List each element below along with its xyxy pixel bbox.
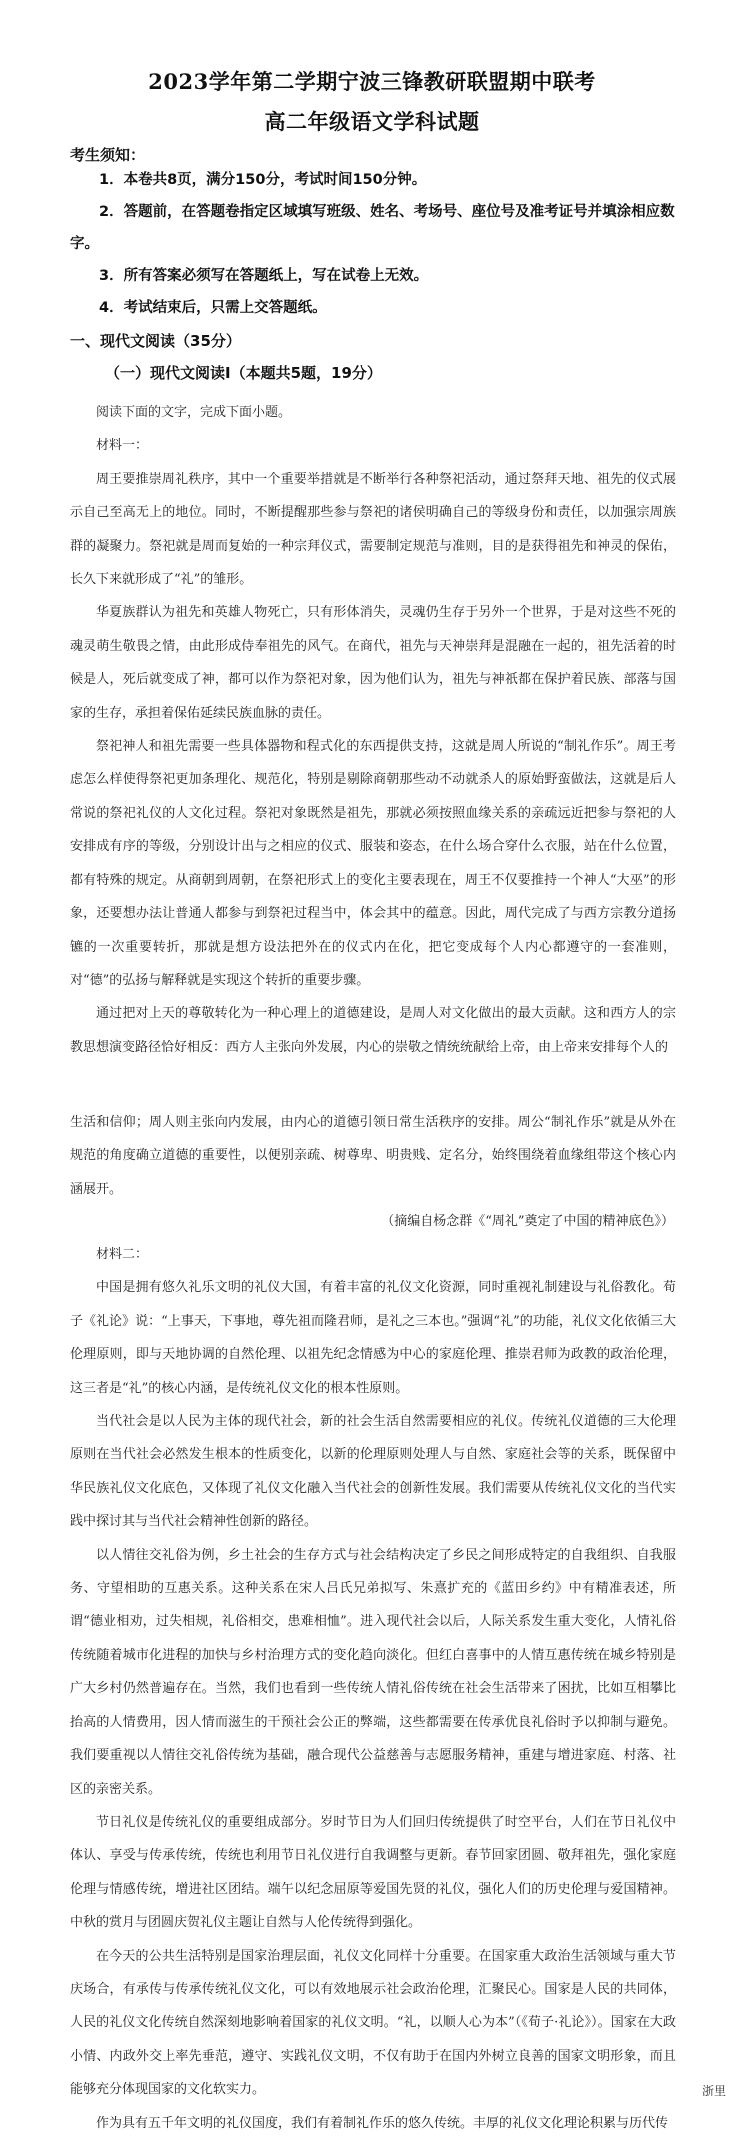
instruction: 阅读下面的文字，完成下面小题。	[96, 405, 292, 420]
material-two-block	[70, 1238, 676, 2140]
exam-subtitle: 高二年级语文学科试题	[264, 109, 480, 134]
notice-item-4: 4．考试结束后，只需上交答题纸。	[99, 300, 327, 316]
section-heading: 一、现代文阅读（35分）	[70, 332, 241, 350]
notice-label: 考生须知：	[70, 146, 146, 164]
material-two-paragraph: 节日礼仪是传统礼仪的重要组成部分。岁时节日为人们回归传统提供了时空平台，人们在节日礼仪中体认、享受与传承传统，传统也利用节日礼仪进行自我调整与更新。春节回家团圆、敬拜祖先，强化家庭伦理与情感传统，增进社区团结。端午以纪念屈原等爱国先贤的礼仪，强化人们的历史伦理与爱国精神。中秋的赏月与团圆庆贺礼仪主题让自然与人伦传统得到强化。	[70, 1814, 676, 1931]
material-one-label: 材料一：	[96, 438, 149, 454]
material-one-paragraph: 生活和信仰；周人则主张向内发展，由内心的道德引领日常生活秩序的安排。周公“制礼作乐”就是从外在规范的角度确立道德的重要性，以便别亲疏、树尊卑、明贵贱、定名分，始终围绕着血缘组带这个核心内涵展开。	[70, 1115, 676, 1197]
material-one-paragraph: 祭祀神人和祖先需要一些具体器物和程式化的东西提供支持，这就是周人所说的“制礼作乐”。周王考虑怎么样使得祭祀更加条理化、规范化，特别是剔除商朝那些动不动就杀人的原始野蛮做法，这就是后人常说的祭祀礼仪的人文化过程。祭祀对象既然是祖先，那就必须按照血缘关系的亲疏远近把参与祭祀的人安排成有序的等级，分别设计出与之相应的仪式、服装和姿态，在什么场合穿什么衣服，站在什么位置，都有特殊的规定。从商朝到周朝，在祭祀形式上的变化主要表现在，周王不仅要推持一个神人“大巫”的形象，还要想办法让普通人都参与到祭祀过程当中，体会其中的蕴意。因此，周代完成了与西方宗教分道扬镳的一次重要转折，那就是想方设法把外在的仪式内在化，把它变成每个人内心都遵守的一套准则，对“德”的弘扬与解释就是实现这个转折的重要步骤。	[70, 739, 676, 988]
material-one-source: （摘编自杨念群《“周礼”奠定了中国的精神底色》）	[381, 1214, 674, 1229]
material-one-continued	[70, 1106, 676, 1206]
notice-item-1: 1．本卷共8页，满分150分，考试时间150分钟。	[99, 172, 427, 188]
footer-watermark: 浙里	[701, 2084, 726, 2098]
exam-title: 2023学年第二学期宁波三锋教研联盟期中联考	[148, 69, 596, 94]
material-one-paragraph: 通过把对上天的尊敬转化为一种心理上的道德建设，是周人对文化做出的最大贡献。这和西方人的宗教思想演变路径恰好相反：西方人主张向外发展，内心的崇敬之情统统献给上帝，由上帝来安排每个人的	[70, 1006, 676, 1055]
material-one-block	[70, 396, 676, 1064]
material-two-label: 材料二：	[96, 1247, 149, 1262]
material-one-paragraph: 周王要推崇周礼秩序，其中一个重要举措就是不断举行各种祭祀活动，通过祭拜天地、祖先的仪式展示自己至高无上的地位。同时，不断提醒那些参与祭祀的诸侯明确自己的等级身份和责任，以加强宗周族群的凝聚力。祭祀就是周而复始的一种宗拜仪式，需要制定规范与准则，目的是获得祖先和神灵的保佑，长久下来就形成了“礼”的雏形。	[70, 471, 676, 588]
material-two-paragraph: 中国是拥有悠久礼乐文明的礼仪大国，有着丰富的礼仪文化资源，同时重视礼制建设与礼俗教化。荀子《礼论》说：“上事天，下事地，尊先祖而隆君师，是礼之三本也。”强调“礼”的功能，礼仪文化依循三大伦理原则，即与天地协调的自然伦理、以祖先纪念情感为中心的家庭伦理、推崇君师为政教的政治伦理，这三者是“礼”的核心内涵，是传统礼仪文化的根本性原则。	[70, 1280, 676, 1396]
subsection-heading: （一）现代文阅读Ⅰ（本题共5题，19分）	[105, 364, 382, 382]
notice-item-3: 3．所有答案必须写在答题纸上，写在试卷上无效。	[99, 268, 429, 284]
material-two-paragraph: 以人情往交礼俗为例，乡土社会的生存方式与社会结构决定了乡民之间形成特定的自我组织、自我服务、守望相助的互惠关系。这种关系在宋人吕氏兄弟拟写、朱熹扩充的《蓝田乡约》中有精准表述，所谓“德业相劝，过失相规，礼俗相交，患难相恤”。进入现代社会以后，人际关系发生重大变化，人情礼俗传统随着城市化进程的加快与乡村治理方式的变化趋向淡化。但红白喜事中的人情互惠传统在城乡特别是广大乡村仍然普遍存在。当然，我们也看到一些传统人情礼俗传统在社会生活带来了困扰，比如互相攀比抬高的人情费用，因人情而滋生的干预社会公正的弊端，这些都需要在传承优良礼俗时予以抑制与避免。我们要重视以人情往交礼俗传统为基础，融合现代公益慈善与志愿服务精神，重建与增进家庭、村落、社区的亲密关系。	[70, 1547, 676, 1797]
material-one-paragraph: 华夏族群认为祖先和英雄人物死亡，只有形体消失，灵魂仍生存于另外一个世界，于是对这些不死的魂灵萌生敬畏之情，由此形成侍奉祖先的风气。在商代，祖先与天神崇拜是混融在一起的，祖先活着的时候是人，死后就变成了神，都可以作为祭祀对象，因为他们认为，祖先与神祇都在保护着民族、部落与国家的生存，承担着保佑延续民族血脉的责任。	[70, 605, 676, 721]
material-two-paragraph: 在今天的公共生活特别是国家治理层面，礼仪文化同样十分重要。在国家重大政治生活领域与重大节庆场合，有承传与传承传统礼仪文化，可以有效地展示社会政治伦理，汇聚民心。国家是人民的共同体，人民的礼仪文化传统自然深刻地影响着国家的礼仪文明。“礼，以顺人心为本”（《荀子·礼论》）。国家在大政小情、内政外交上率先垂范，遵守、实践礼仪文明，不仅有助于在国内外树立良善的国家文明形象，而且能够充分体现国家的文化软实力。	[70, 1948, 676, 2098]
material-two-paragraph: 作为具有五千年文明的礼仪国度，我们有着制礼作乐的悠久传统。丰厚的礼仪文化理论积累与历代传	[96, 2115, 669, 2131]
notice-item-2: 2．答题前，在答题卷指定区域填写班级、姓名、考场号、座位号及准考证号并填涂相应数字。	[70, 204, 675, 252]
material-two-paragraph: 当代社会是以人民为主体的现代社会，新的社会生活自然需要相应的礼仪。传统礼仪道德的三大伦理原则在当代社会必然发生根本的性质变化，以新的伦理原则处理人与自然、家庭社会等的关系，既保留中华民族礼仪文化底色，又体现了礼仪文化融入当代社会的创新性发展。我们需要从传统礼仪文化的当代实践中探讨其与当代社会精神性创新的路径。	[70, 1414, 676, 1530]
